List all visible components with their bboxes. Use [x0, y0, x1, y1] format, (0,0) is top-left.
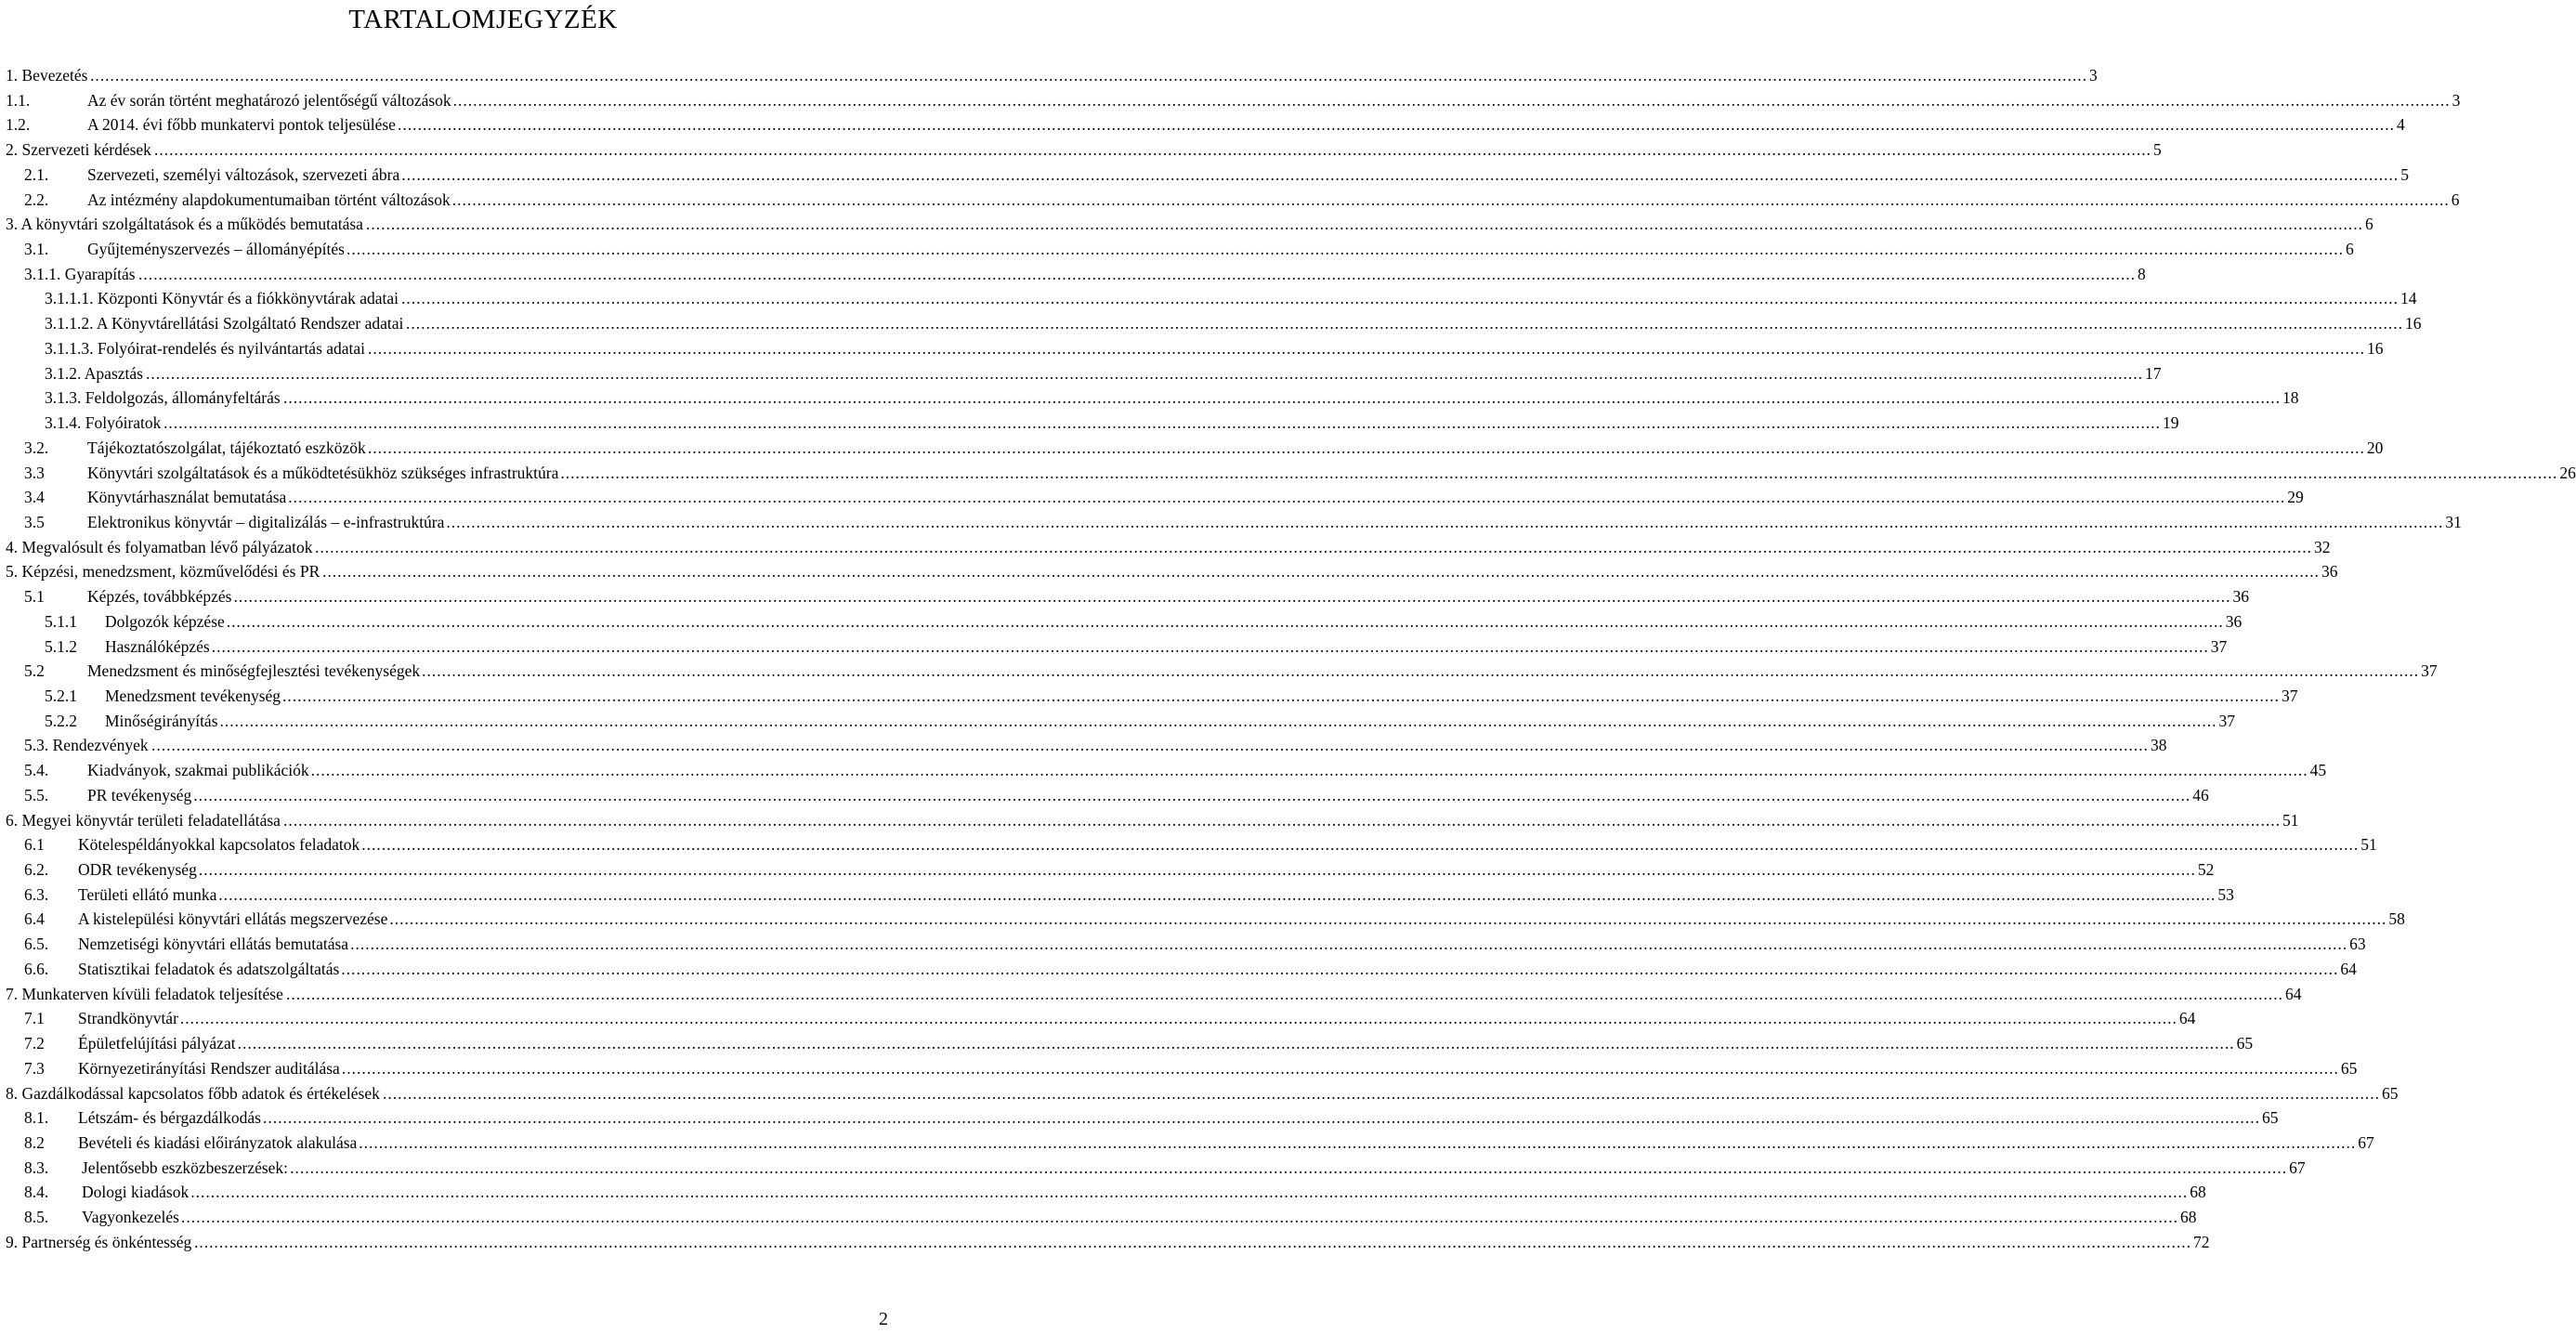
- toc-leader-dots: ................................................................................................................................................................................................................................................................................................................................................................................................................: [198, 860, 2196, 880]
- toc-entry-label: ODR tevékenység: [78, 860, 197, 880]
- toc-entry-number: 3.4: [24, 488, 45, 507]
- toc-entry[interactable]: [0, 436, 2384, 461]
- toc-entry[interactable]: [0, 1056, 2358, 1081]
- toc-entry-page: 29: [2287, 488, 2304, 507]
- toc-entry-page: 36: [2232, 587, 2249, 607]
- toc-entry[interactable]: [0, 982, 2302, 1007]
- toc-entry-number: 2. Szervezeti kérdések: [6, 140, 151, 160]
- toc-entry[interactable]: [0, 883, 2234, 908]
- toc-entry[interactable]: [0, 584, 2249, 609]
- toc-entry-number: 5. Képzési, menedzsment, közművelődési és PR: [6, 562, 320, 582]
- toc-entry-number: 7. Munkaterven kívüli feladatok teljesítése: [6, 984, 283, 1003]
- toc-entry[interactable]: [0, 286, 2417, 311]
- toc-entry-number: 3.1.1.2. A Könyvtárellátási Szolgáltató Rendszer adatai: [45, 314, 404, 334]
- toc-entry[interactable]: [0, 709, 2236, 734]
- toc-entry-number: 3.1.4. Folyóiratok: [45, 413, 162, 433]
- toc-entry[interactable]: [0, 237, 2354, 262]
- toc-entry[interactable]: [0, 188, 2460, 213]
- toc-entry-page: 67: [2358, 1132, 2374, 1152]
- toc-entry-page: 16: [2405, 314, 2422, 334]
- toc-leader-dots: ................................................................................................................................................................................................................................................................................................................................................................................................................: [193, 785, 2191, 804]
- toc-entry[interactable]: [0, 1006, 2196, 1031]
- toc-entry-number: 2.2.: [24, 190, 49, 209]
- toc-entry-number: 8.4.: [24, 1183, 49, 1202]
- toc-entry-label: Vagyonkezelés: [82, 1208, 179, 1227]
- toc-entry-page: 58: [2388, 909, 2405, 929]
- toc-leader-dots: ................................................................................................................................................................................................................................................................................................................................................................................................................: [286, 984, 2283, 1003]
- toc-entry-number: 3.1.1.1. Központi Könyvtár és a fiókkönyvtárak adatai: [45, 289, 399, 308]
- toc-entry[interactable]: [0, 510, 2462, 535]
- toc-leader-dots: ................................................................................................................................................................................................................................................................................................................................................................................................................: [361, 835, 2360, 855]
- toc-entry-page: 36: [2225, 611, 2243, 631]
- toc-entry-number: 8.1.: [24, 1108, 49, 1128]
- toc-entry-number: 7.3: [24, 1058, 45, 1078]
- toc-entry-page: 20: [2366, 438, 2384, 457]
- toc-entry[interactable]: [0, 1205, 2197, 1230]
- toc-entry[interactable]: [0, 535, 2331, 560]
- toc-leader-dots: ................................................................................................................................................................................................................................................................................................................................................................................................................: [401, 289, 2399, 308]
- toc-entry[interactable]: [0, 1180, 2206, 1205]
- toc-entry-number: 5.1.2: [45, 636, 77, 656]
- toc-entry[interactable]: [0, 311, 2422, 336]
- toc-entry[interactable]: [0, 163, 2409, 188]
- toc-entry-number: 5.4.: [24, 761, 49, 780]
- toc-entry-number: 9. Partnerség és önkéntesség: [6, 1232, 192, 1251]
- toc-leader-dots: ................................................................................................................................................................................................................................................................................................................................................................................................................: [346, 240, 2344, 259]
- toc-entry-label: Épületfelújítási pályázat: [78, 1034, 236, 1053]
- toc-leader-dots: ................................................................................................................................................................................................................................................................................................................................................................................................................: [146, 363, 2143, 383]
- toc-leader-dots: ................................................................................................................................................................................................................................................................................................................................................................................................................: [560, 463, 2558, 482]
- toc-entry-number: 5.1: [24, 587, 45, 607]
- toc-entry[interactable]: [0, 461, 2576, 486]
- toc-entry-page: 19: [2163, 413, 2179, 433]
- toc-entry-number: 6. Megyei könyvtár területi feladatellátása: [6, 810, 281, 830]
- toc-entry-label: Az év során történt meghatározó jelentőségű változások: [87, 90, 451, 110]
- toc-leader-dots: ................................................................................................................................................................................................................................................................................................................................................................................................................: [446, 512, 2444, 531]
- toc-entry-page: 65: [2382, 1083, 2399, 1103]
- toc-entry-number: 5.2.1: [45, 687, 77, 705]
- toc-entry-label: Kiadványok, szakmai publikációk: [87, 761, 309, 780]
- toc-entry-number: 5.2.2: [45, 711, 77, 730]
- toc-entry-number: 3.1.1.3. Folyóirat-rendelés és nyilvántartás adatai: [45, 338, 366, 358]
- toc-leader-dots: ................................................................................................................................................................................................................................................................................................................................................................................................................: [194, 1232, 2191, 1251]
- toc-entry[interactable]: [0, 212, 2373, 237]
- toc-entry-label: Könyvtári szolgáltatások és a működtetésükhöz szükséges infrastruktúra: [87, 463, 559, 482]
- toc-entry-page: 3: [2452, 90, 2461, 110]
- toc-entry-number: 7.1: [24, 1009, 45, 1028]
- toc-entry[interactable]: [0, 112, 2405, 137]
- toc-entry-page: 68: [2179, 1208, 2197, 1227]
- toc-entry[interactable]: [0, 758, 2327, 783]
- toc-leader-dots: ................................................................................................................................................................................................................................................................................................................................................................................................................: [315, 537, 2312, 556]
- toc-entry-label: Minőségirányítás: [105, 711, 218, 730]
- toc-entry[interactable]: [0, 783, 2209, 808]
- toc-entry-page: 46: [2192, 785, 2209, 804]
- toc-entry-number: 6.1: [24, 835, 45, 855]
- toc-entry-label: Nemzetiségi könyvtári ellátás bemutatása: [78, 935, 349, 954]
- page-title: TARTALOMJEGYZÉK: [348, 5, 618, 34]
- toc-entry-number: 5.3. Rendezvények: [24, 736, 149, 755]
- toc-entry-page: 51: [2282, 810, 2299, 830]
- toc-entry-label: Strandkönyvtár: [78, 1009, 178, 1028]
- toc-entry[interactable]: [0, 684, 2298, 709]
- toc-entry-number: 8.2: [24, 1132, 45, 1152]
- toc-entry-number: 1.1.: [6, 90, 31, 110]
- toc-entry-number: 2.1.: [24, 164, 49, 184]
- toc-entry-page: 65: [2236, 1034, 2254, 1053]
- toc-leader-dots: ................................................................................................................................................................................................................................................................................................................................................................................................................: [90, 66, 2087, 85]
- toc-entry[interactable]: [0, 336, 2384, 361]
- toc-entry-number: 5.2: [24, 661, 45, 681]
- toc-leader-dots: ................................................................................................................................................................................................................................................................................................................................................................................................................: [219, 711, 2217, 730]
- toc-leader-dots: ................................................................................................................................................................................................................................................................................................................................................................................................................: [367, 438, 2365, 457]
- toc-entry[interactable]: [0, 1131, 2374, 1156]
- toc-entry-number: 3.1.1. Gyarapítás: [24, 264, 136, 283]
- toc-entry-number: 1. Bevezetés: [6, 66, 88, 85]
- toc-leader-dots: ................................................................................................................................................................................................................................................................................................................................................................................................................: [366, 215, 2363, 234]
- toc-entry-page: 37: [2282, 687, 2298, 705]
- toc-entry-number: 6.6.: [24, 959, 49, 978]
- toc-leader-dots: ................................................................................................................................................................................................................................................................................................................................................................................................................: [282, 687, 2281, 705]
- toc-entry-page: 6: [2365, 215, 2373, 234]
- toc-entry-page: 6: [2451, 190, 2460, 209]
- toc-entry-page: 37: [2218, 711, 2236, 730]
- toc-entry-page: 8: [2138, 264, 2146, 283]
- toc-leader-dots: ................................................................................................................................................................................................................................................................................................................................................................................................................: [138, 264, 2136, 283]
- toc-entry-label: Szervezeti, személyi változások, szervezeti ábra: [87, 164, 400, 184]
- toc-entry-number: 5.5.: [24, 785, 49, 804]
- toc-leader-dots: ................................................................................................................................................................................................................................................................................................................................................................................................................: [163, 413, 2161, 433]
- toc-entry-number: 3.5: [24, 512, 45, 531]
- toc-leader-dots: ................................................................................................................................................................................................................................................................................................................................................................................................................: [179, 1009, 2177, 1028]
- toc-entry-number: 6.4: [24, 909, 45, 929]
- toc-entry-label: Elektronikus könyvtár – digitalizálás – e-infrastruktúra: [87, 512, 445, 531]
- toc-leader-dots: ................................................................................................................................................................................................................................................................................................................................................................................................................: [383, 1083, 2380, 1103]
- toc-entry-page: 65: [2340, 1058, 2358, 1078]
- toc-entry-number: 3.2.: [24, 438, 49, 457]
- toc-entry-number: 8.3.: [24, 1157, 49, 1177]
- toc-entry[interactable]: [0, 609, 2243, 634]
- toc-entry[interactable]: [0, 386, 2299, 411]
- toc-entry-number: 3.1.3. Feldolgozás, állományfeltárás: [45, 388, 281, 408]
- toc-entry-label: Tájékoztatószolgálat, tájékoztató eszközök: [87, 438, 366, 457]
- toc-leader-dots: ................................................................................................................................................................................................................................................................................................................................................................................................................: [288, 488, 2286, 507]
- toc-entry-label: Dolgozók képzése: [105, 611, 225, 631]
- toc-leader-dots: ................................................................................................................................................................................................................................................................................................................................................................................................................: [283, 388, 2281, 408]
- toc-entry-label: Létszám- és bérgazdálkodás: [78, 1108, 261, 1128]
- toc-entry-page: 63: [2349, 935, 2366, 954]
- toc-entry-label: A 2014. évi főbb munkatervi pontok teljesülése: [87, 115, 396, 135]
- toc-entry-page: 68: [2190, 1183, 2206, 1202]
- toc-entry-page: 14: [2400, 289, 2417, 308]
- page-number: 2: [879, 1309, 888, 1329]
- toc-entry-number: 3.1.2. Apasztás: [45, 363, 143, 383]
- toc-entry-label: Menedzsment tevékenység: [105, 687, 281, 705]
- toc-entry-label: Területi ellátó munka: [78, 884, 217, 904]
- toc-leader-dots: ................................................................................................................................................................................................................................................................................................................................................................................................................: [401, 164, 2399, 184]
- toc-entry-page: 52: [2197, 860, 2215, 880]
- toc-entry[interactable]: [0, 857, 2215, 883]
- toc-entry[interactable]: [0, 361, 2162, 386]
- toc-leader-dots: ................................................................................................................................................................................................................................................................................................................................................................................................................: [350, 935, 2348, 954]
- toc-entry-page: 53: [2217, 884, 2234, 904]
- toc-entry-label: Az intézmény alapdokumentumaiban történt változások: [87, 190, 451, 209]
- toc-entry[interactable]: [0, 634, 2228, 660]
- toc-leader-dots: ................................................................................................................................................................................................................................................................................................................................................................................................................: [237, 1034, 2235, 1053]
- toc-entry-page: 31: [2445, 512, 2462, 531]
- toc-entry[interactable]: [0, 262, 2146, 287]
- toc-leader-dots: ................................................................................................................................................................................................................................................................................................................................................................................................................: [262, 1108, 2260, 1128]
- toc-entry-label: Gyűjteményszervezés – állományépítés: [87, 240, 345, 259]
- toc-entry[interactable]: [0, 1230, 2210, 1255]
- toc-entry[interactable]: [0, 659, 2438, 684]
- toc-entry-number: 6.3.: [24, 884, 49, 904]
- toc-entry[interactable]: [0, 1105, 2279, 1131]
- toc-leader-dots: ................................................................................................................................................................................................................................................................................................................................................................................................................: [359, 1132, 2357, 1152]
- toc-leader-dots: ................................................................................................................................................................................................................................................................................................................................................................................................................: [451, 190, 2450, 209]
- toc-entry-page: 65: [2261, 1108, 2279, 1128]
- toc-entry[interactable]: [0, 559, 2338, 584]
- toc-entry-page: 17: [2145, 363, 2162, 383]
- toc-entry-number: 3.3: [24, 463, 45, 482]
- toc-entry-page: 26: [2559, 463, 2576, 482]
- toc-entry-number: 6.5.: [24, 935, 49, 954]
- toc-entry-page: 32: [2314, 537, 2331, 556]
- toc-entry-label: Statisztikai feladatok és adatszolgáltatás: [78, 959, 340, 978]
- toc-entry-page: 5: [2153, 140, 2162, 160]
- toc-entry[interactable]: [0, 1081, 2399, 1106]
- toc-leader-dots: ................................................................................................................................................................................................................................................................................................................................................................................................................: [397, 115, 2395, 135]
- toc-leader-dots: ................................................................................................................................................................................................................................................................................................................................................................................................................: [180, 1208, 2178, 1227]
- toc-entry-page: 37: [2421, 661, 2438, 681]
- toc-entry[interactable]: [0, 1031, 2254, 1056]
- toc-leader-dots: ................................................................................................................................................................................................................................................................................................................................................................................................................: [211, 636, 2209, 656]
- toc-entry-number: 1.2.: [6, 115, 31, 135]
- toc-entry-number: 3. A könyvtári szolgáltatások és a működés bemutatása: [6, 215, 363, 234]
- toc-entry-page: 51: [2360, 835, 2377, 855]
- toc-entry-page: 36: [2321, 562, 2338, 582]
- toc-leader-dots: ................................................................................................................................................................................................................................................................................................................................................................................................................: [154, 140, 2151, 160]
- toc-entry[interactable]: [0, 88, 2461, 113]
- toc-leader-dots: ................................................................................................................................................................................................................................................................................................................................................................................................................: [322, 562, 2320, 582]
- toc-leader-dots: ................................................................................................................................................................................................................................................................................................................................................................................................................: [341, 959, 2339, 978]
- toc-entry[interactable]: [0, 1156, 2306, 1181]
- toc-entry[interactable]: [0, 808, 2299, 833]
- toc-entry-page: 45: [2309, 761, 2327, 780]
- toc-leader-dots: ................................................................................................................................................................................................................................................................................................................................................................................................................: [290, 1157, 2288, 1177]
- toc-entry-label: Kötelespéldányokkal kapcsolatos feladatok: [78, 835, 360, 855]
- toc-entry[interactable]: [0, 63, 2098, 88]
- toc-entry-page: 16: [2367, 338, 2384, 358]
- toc-entry-number: 3.1.: [24, 240, 49, 259]
- toc-entry-number: 8. Gazdálkodással kapcsolatos főbb adatok és értékelések: [6, 1083, 380, 1103]
- toc-entry-page: 18: [2282, 388, 2299, 408]
- toc-entry[interactable]: [0, 832, 2377, 857]
- toc-leader-dots: ................................................................................................................................................................................................................................................................................................................................................................................................................: [310, 761, 2308, 780]
- toc-entry-page: 37: [2210, 636, 2228, 656]
- toc-leader-dots: ................................................................................................................................................................................................................................................................................................................................................................................................................: [151, 736, 2149, 755]
- toc-entry-page: 6: [2345, 240, 2354, 259]
- toc-entry-page: 5: [2400, 164, 2409, 184]
- toc-leader-dots: ................................................................................................................................................................................................................................................................................................................................................................................................................: [389, 909, 2387, 929]
- toc-entry-label: Könyvtárhasználat bemutatása: [87, 488, 287, 507]
- toc-leader-dots: ................................................................................................................................................................................................................................................................................................................................................................................................................: [226, 611, 2224, 631]
- toc-entry[interactable]: [0, 932, 2366, 957]
- toc-entry-label: Képzés, továbbképzés: [87, 587, 232, 607]
- toc-entry-label: Jelentősebb eszközbeszerzések:: [82, 1157, 289, 1177]
- toc-entry[interactable]: [0, 411, 2179, 436]
- toc-leader-dots: ................................................................................................................................................................................................................................................................................................................................................................................................................: [190, 1183, 2189, 1202]
- toc-leader-dots: ................................................................................................................................................................................................................................................................................................................................................................................................................: [406, 314, 2403, 334]
- toc-entry-number: 4. Megvalósult és folyamatban lévő pályázatok: [6, 537, 313, 556]
- toc-entry-number: 7.2: [24, 1034, 45, 1053]
- toc-entry[interactable]: [0, 137, 2162, 163]
- toc-entry[interactable]: [0, 957, 2357, 982]
- toc-leader-dots: ................................................................................................................................................................................................................................................................................................................................................................................................................: [218, 884, 2216, 904]
- toc-entry-label: Használóképzés: [105, 636, 210, 656]
- toc-entry[interactable]: [0, 907, 2405, 932]
- toc-entry-label: Környezetirányítási Rendszer auditálása: [78, 1058, 340, 1078]
- toc-leader-dots: ................................................................................................................................................................................................................................................................................................................................................................................................................: [368, 338, 2365, 358]
- toc-entry-label: Menedzsment és minőségfejlesztési tevékenységek: [87, 661, 421, 681]
- toc-entry-page: 4: [2396, 115, 2405, 135]
- toc-leader-dots: ................................................................................................................................................................................................................................................................................................................................................................................................................: [422, 661, 2420, 681]
- toc-entry-page: 64: [2285, 984, 2302, 1003]
- toc-entry-page: 72: [2193, 1232, 2210, 1251]
- toc-entry-page: 64: [2340, 959, 2357, 978]
- toc-entry-number: 8.5.: [24, 1208, 49, 1227]
- toc-entry[interactable]: [0, 485, 2304, 510]
- toc-entry-page: 67: [2289, 1157, 2306, 1177]
- toc-leader-dots: ................................................................................................................................................................................................................................................................................................................................................................................................................: [283, 810, 2281, 830]
- toc-entry-label: A kistelepülési könyvtári ellátás megszervezése: [78, 909, 388, 929]
- toc-entry-label: Dologi kiadások: [82, 1183, 190, 1202]
- toc-leader-dots: ................................................................................................................................................................................................................................................................................................................................................................................................................: [452, 90, 2451, 110]
- toc-leader-dots: ................................................................................................................................................................................................................................................................................................................................................................................................................: [341, 1058, 2339, 1078]
- toc-entry-label: PR tevékenység: [87, 785, 192, 804]
- toc-entry-label: Bevételi és kiadási előirányzatok alakulása: [78, 1132, 358, 1152]
- toc-entry-page: 38: [2151, 736, 2167, 755]
- toc-entry-page: 3: [2089, 66, 2098, 85]
- toc-entry-number: 6.2.: [24, 860, 49, 880]
- toc-entry[interactable]: [0, 733, 2167, 758]
- toc-leader-dots: ................................................................................................................................................................................................................................................................................................................................................................................................................: [233, 587, 2231, 607]
- toc-entry-number: 5.1.1: [45, 611, 77, 631]
- toc-entry-page: 64: [2178, 1009, 2196, 1028]
